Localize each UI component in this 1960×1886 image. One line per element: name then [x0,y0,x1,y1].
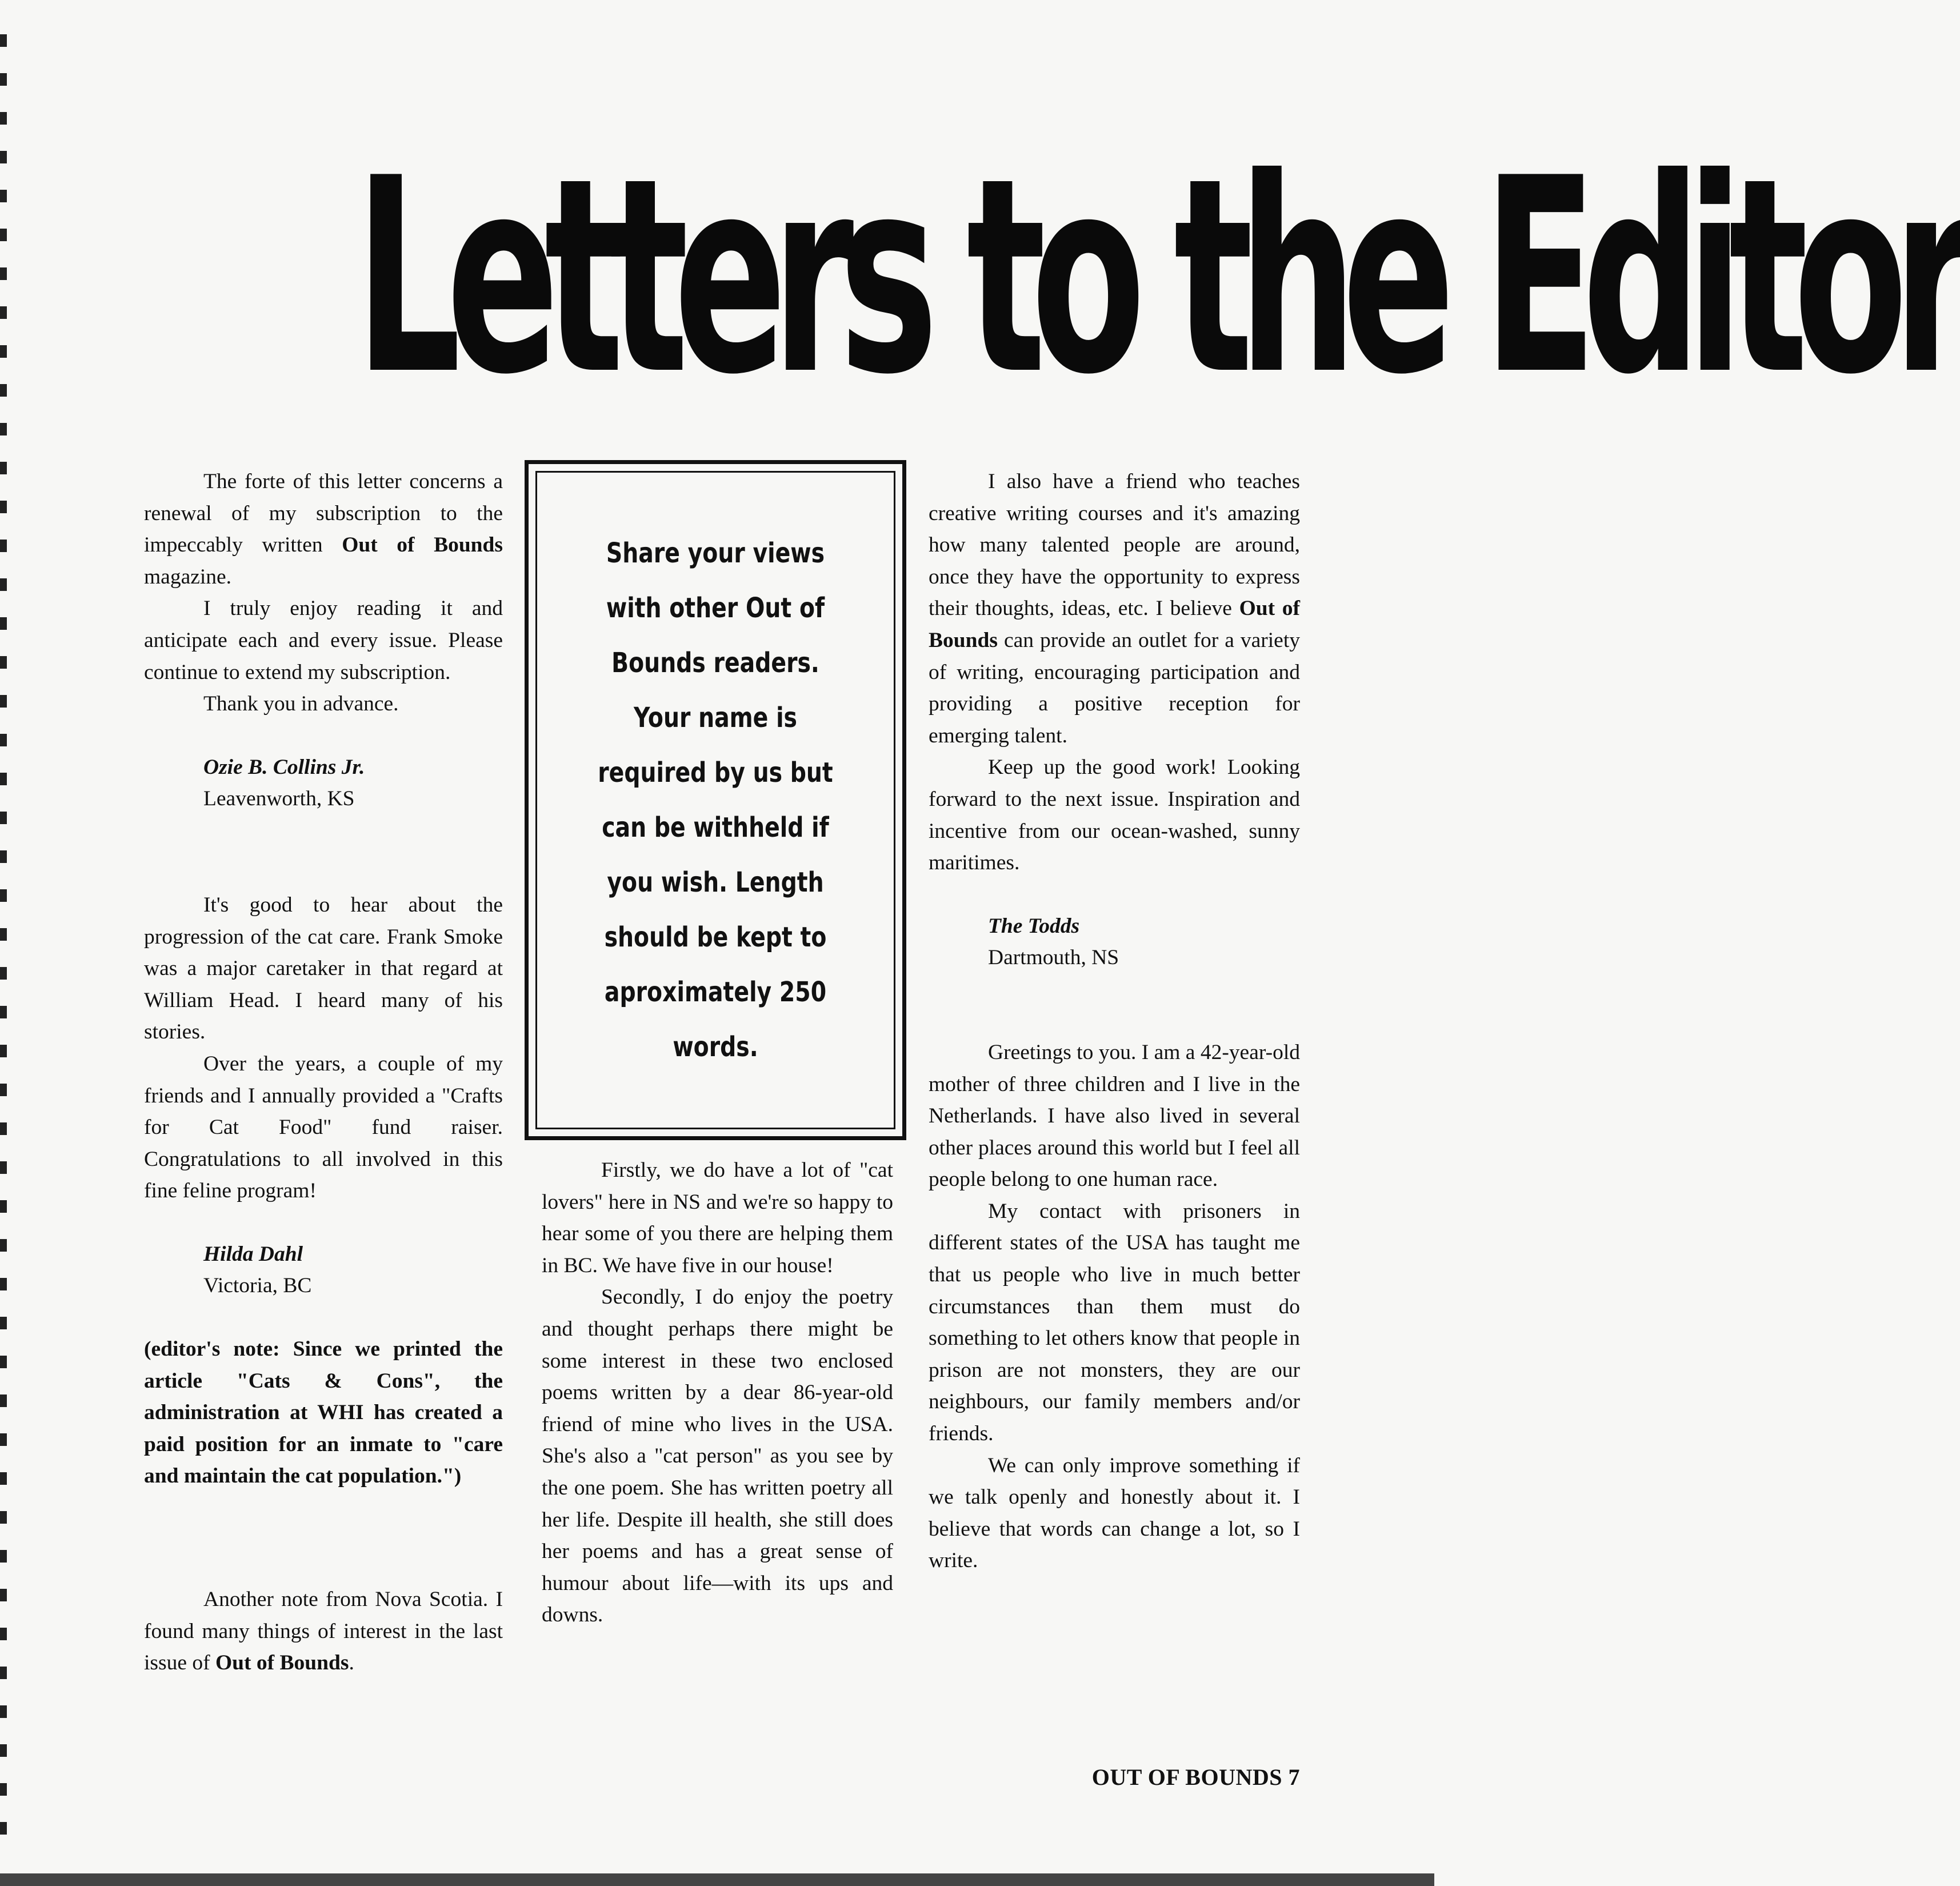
binding-tick [0,1472,7,1485]
binding-tick [0,151,7,163]
binding-tick [0,34,7,47]
binding-tick [0,928,7,941]
footer-page-number: 7 [1288,1764,1300,1790]
binding-tick [0,1239,7,1252]
letter2-signature-place: Victoria, BC [203,1274,312,1298]
binding-tick [0,889,7,902]
letter2-paragraph-2: Over the years, a couple of my friends and I annually provided a "Crafts for Cat Food" fund raiser. Congratulations to all involved in this fine feline program! [144,1052,503,1203]
binding-tick [0,306,7,319]
submission-callout-box [525,460,906,1140]
binding-tick [0,1433,7,1446]
letter1-paragraph-3: Thank you in advance. [203,692,399,716]
letter2-signature-name: Hilda Dahl [203,1242,303,1266]
binding-tick [0,967,7,980]
callout-inner-border [535,471,895,1129]
letter1-paragraph-1: The forte of this letter concerns a renewal of my subscription to the impeccably written Out of Bounds magazine. [144,470,503,589]
page-footer [1092,1764,1300,1791]
callout-text: Share your views with other Out of Bounds readers. Your name is required by us but can be withheld if you wish. Length should be kept to aproximately 250 words. [598,537,833,1063]
letter1-signature-name: Ozie B. Collins Jr. [203,755,365,779]
binding-tick [0,540,7,552]
binding-tick [0,1628,7,1640]
binding-tick [0,656,7,669]
letter3-paragraph-3: I also have a friend who teaches creative writing courses and it's amazing how many talented people are around, once they have the opportunity to express their thoughts, ideas, etc. I believe Out of Bounds can provide an outlet for a variety of writing, encouraging participation and providing a positive reception for emerging talent. [929,470,1300,748]
magazine-name: Out of Bounds [342,533,503,557]
editor-note: (editor's note: Since we printed the article "Cats & Cons", the administration at WHI has created a paid position for an inmate to "care and maintain the cat population.") [144,1337,503,1488]
letter3-paragraph-2: Secondly, I do enjoy the poetry and thought perhaps there might be some interest in these two enclosed poems written by a dear 86-year-old friend of mine who lives in the USA. She's also a "cat person" as you see by the one poem. She has written poetry all her life. Despite ill health, she still does her poems and has a great sense of humour about life—with its ups and downs. [542,1285,893,1627]
binding-tick [0,1122,7,1135]
binding-tick [0,112,7,125]
binding-tick [0,1550,7,1563]
binding-tick [0,423,7,435]
magazine-name: Out of Bounds [215,1651,349,1675]
middle-column [542,1154,893,1631]
binding-tick [0,1589,7,1601]
binding-tick [0,578,7,591]
binding-tick [0,1667,7,1679]
page-bottom-edge [0,1873,1434,1886]
binding-tick [0,1822,7,1835]
binding-tick [0,1278,7,1290]
binding-tick [0,1006,7,1018]
binding-tick [0,73,7,86]
binding-tick [0,1744,7,1757]
binding-tick [0,1511,7,1524]
binding-tick [0,384,7,397]
binding-tick [0,734,7,746]
binding-tick [0,695,7,708]
binding-tick [0,1317,7,1329]
letter4-paragraph-3: We can only improve something if we talk openly and honestly about it. I believe that words can change a lot, so I write. [929,1453,1300,1573]
letter3-paragraph-1: Firstly, we do have a lot of "cat lovers" here in NS and we're so happy to hear some of you there are helping them in BC. We have five in our house! [542,1158,893,1277]
binding-tick [0,1705,7,1718]
letter3-signature-place: Dartmouth, NS [988,946,1119,970]
banner-title: Letters to the Editor [355,121,1960,433]
magazine-name: Out of Bounds [929,597,1300,652]
binding-tick [0,501,7,513]
binding-tick [0,1084,7,1096]
binding-tick [0,773,7,785]
left-column [144,466,503,1679]
binding-tick [0,1356,7,1368]
binding-tick [0,190,7,202]
letter1-signature-place: Leavenworth, KS [203,787,355,811]
binding-tick [0,1161,7,1174]
letter2-paragraph-1: It's good to hear about the progression of the cat care. Frank Smoke was a major caretaker in that regard at William Head. I heard many of his stories. [144,893,503,1044]
right-column [929,466,1300,1577]
letter1-paragraph-2: I truly enjoy reading it and anticipate each and every issue. Please continue to extend my subscription. [144,597,503,684]
binding-tick [0,812,7,824]
binding-tick [0,229,7,241]
binding-tick [0,345,7,358]
letter4-paragraph-1: Greetings to you. I am a 42-year-old mother of three children and I live in the Netherlands. I have also lived in several other places around this world but I feel all people belong to one human race. [929,1040,1300,1192]
footer-magazine: OUT OF BOUNDS [1091,1764,1282,1790]
letter3-signature-name: The Todds [988,914,1080,938]
letter3-intro: Another note from Nova Scotia. I found many things of interest in the last issue of Out of Bounds. [144,1588,503,1675]
binding-tick [0,267,7,280]
spiral-binding [0,0,10,1886]
letter4-paragraph-2: My contact with prisoners in different states of the USA has taught me that us people who live in much better circumstances than them must do something to let others know that people in prison are not monsters, they are our neighbours, our family members and/or friends. [929,1199,1300,1446]
binding-tick [0,1783,7,1796]
binding-tick [0,462,7,474]
binding-tick [0,1394,7,1407]
binding-tick [0,1200,7,1213]
letter3-paragraph-4: Keep up the good work! Looking forward to the next issue. Inspiration and incentive from our ocean-washed, sunny maritimes. [929,756,1300,875]
binding-tick [0,617,7,630]
binding-tick [0,850,7,863]
binding-tick [0,1045,7,1057]
